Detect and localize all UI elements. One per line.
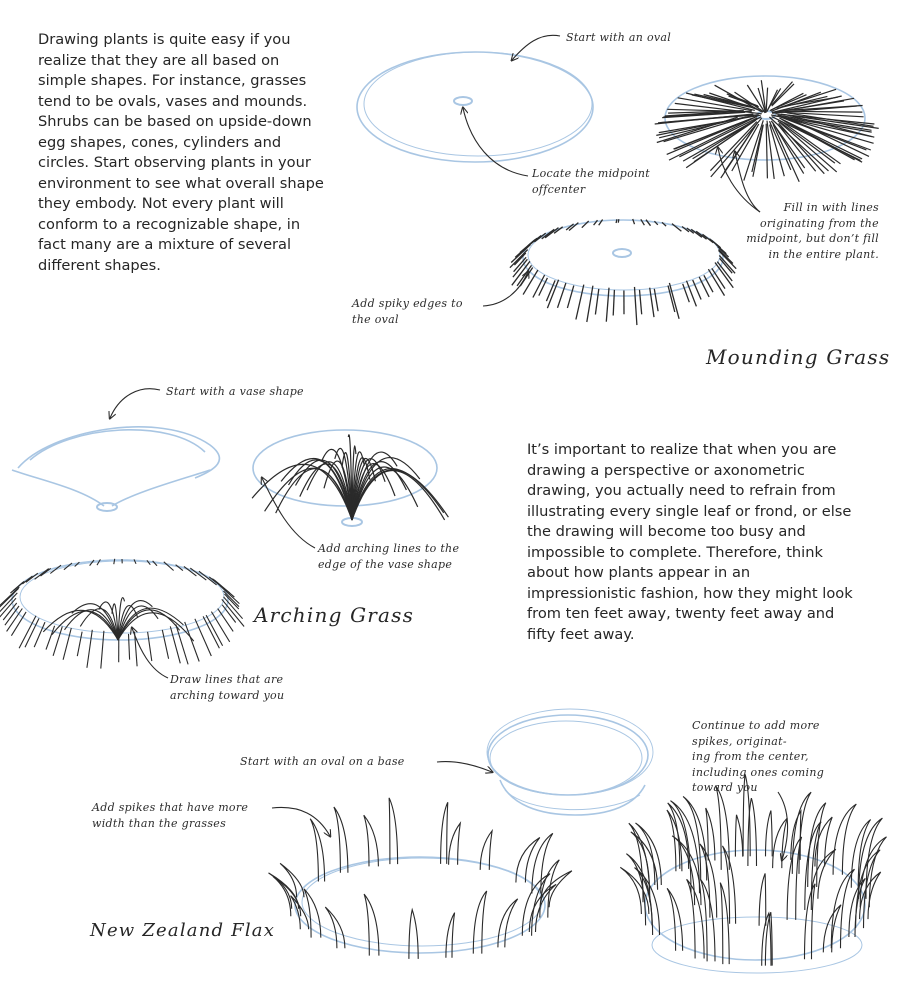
pencil-stroke (218, 609, 234, 632)
arrow-base (437, 762, 492, 772)
pencil-stroke (783, 106, 863, 111)
pencil-stroke (773, 818, 788, 868)
pencil-stroke (667, 888, 683, 951)
mounding-oval-sketch (357, 52, 593, 162)
pencil-stroke (640, 290, 642, 315)
pencil-stroke (683, 117, 761, 161)
pencil-stroke (11, 612, 26, 636)
pencil-stroke (441, 802, 448, 864)
pencil-stroke (64, 563, 72, 570)
arching-grass-title: Arching Grass (254, 603, 415, 627)
pencil-stroke (706, 808, 715, 861)
note-arching-lines: Add arching lines to the edge of the vase shape (318, 542, 460, 571)
arrow-spiky (483, 272, 528, 306)
pencil-stroke (626, 854, 652, 926)
pencil-stroke (720, 883, 729, 965)
pencil-stroke (473, 891, 486, 954)
flax-wide-spikes-sketch (269, 798, 572, 959)
pencil-stroke (310, 819, 324, 882)
intro-paragraph: Drawing plants is quite easy if you realize that they are all based on simple shapes. For instance, grasses tend to be ovals, vases and mounds. Shrubs can be based on upside-down egg shapes, cones, cylinders and circles. Start observing plants in your environment to see what overall shape they embody. Not every plant will conform to a recognizable shape, in fact many are a mixture of several different shapes. (38, 31, 324, 274)
pencil-stroke (63, 628, 71, 660)
flax-full-sketch (620, 774, 886, 973)
pencil-stroke (269, 873, 299, 909)
pencil-stroke (498, 899, 518, 948)
pencil-stroke (759, 873, 766, 925)
pencil-stroke (785, 111, 863, 112)
pencil-stroke (587, 286, 593, 322)
pencil-stroke (595, 289, 598, 315)
note-toward-you: Draw lines that are arching toward you (170, 673, 285, 702)
perspective-paragraph: It’s important to realize that when you are drawing a perspective or axonometric drawing, you actually need to refrain from illustrating every single leaf or frond, or else the drawing will become too busy and impossible to complete. Therefore, think about how plants appear in an impressionistic fashion, how they might look from ten feet away, twenty feet away and fifty feet away. (527, 441, 853, 643)
mounding-spiky-oval-sketch (510, 219, 736, 325)
pencil-stroke (176, 624, 188, 664)
pencil-stroke (170, 626, 180, 663)
pencil-stroke (635, 287, 637, 325)
mounding-filled-sketch (655, 76, 879, 182)
note-spiky-edges: Add spiky edges to the oval (352, 297, 463, 326)
pencil-stroke (389, 798, 398, 864)
pencil-stroke (606, 288, 609, 322)
note-vase-shape: Start with a vase shape (166, 385, 304, 398)
pencil-stroke (162, 630, 168, 659)
mounding-grass-title: Mounding Grass (706, 345, 891, 369)
pencil-stroke (364, 894, 379, 956)
pencil-stroke (324, 461, 352, 520)
pencil-stroke (199, 571, 217, 585)
arrow-toward (132, 628, 168, 678)
pencil-stroke (683, 796, 707, 880)
pencil-stroke (87, 630, 92, 668)
pencil-stroke (766, 124, 767, 179)
pencil-stroke (164, 562, 174, 571)
pencil-stroke (409, 910, 418, 959)
pencil-stroke (654, 289, 658, 311)
arching-vase-sketch (12, 427, 219, 511)
pencil-stroke (364, 815, 379, 866)
pencil-stroke (195, 619, 211, 656)
pencil-stroke (148, 632, 152, 661)
pencil-stroke (0, 588, 19, 610)
arrow-width (272, 807, 330, 836)
pencil-stroke (334, 807, 348, 873)
pencil-stroke (576, 285, 584, 320)
pencil-stroke (77, 632, 82, 656)
pencil-stroke (716, 786, 730, 870)
pencil-stroke (101, 631, 104, 669)
note-spike-width: Add spikes that have more width than the grasses (92, 801, 249, 830)
pencil-stroke (669, 283, 679, 319)
arching-vase-lines-sketch (252, 430, 448, 526)
pencil-stroke (766, 88, 768, 113)
flax-oval-base-sketch (487, 709, 653, 815)
arrow-vase (110, 389, 160, 418)
pencil-stroke (687, 879, 705, 958)
pencil-stroke (530, 236, 542, 245)
pencil-stroke (613, 290, 614, 316)
pencil-stroke (696, 231, 706, 239)
arching-toward-sketch (0, 559, 244, 669)
arrow-arching-lines (262, 478, 315, 548)
note-locate-midpoint: Locate the midpoint offcenter (532, 167, 650, 196)
pencil-stroke (668, 803, 689, 869)
pencil-stroke (118, 613, 194, 641)
pencil-stroke (616, 219, 617, 223)
pencil-stroke (703, 234, 714, 242)
arrow-midpoint (463, 108, 528, 176)
pencil-stroke (618, 219, 619, 223)
pencil-stroke (129, 634, 130, 660)
note-continue-spikes: Continue to add more spikes, originat- ing from the center, including ones coming toward you (692, 719, 825, 794)
pencil-stroke (567, 286, 573, 308)
pencil-stroke (650, 288, 654, 317)
note-oval-base: Start with an oval on a base (240, 755, 405, 768)
new-zealand-flax-title: New Zealand Flax (90, 920, 276, 941)
note-fill-lines: Fill in with lines originating from the midpoint, but don’t fill in the entire plant. (746, 201, 879, 261)
note-start-oval: Start with an oval (566, 31, 672, 44)
